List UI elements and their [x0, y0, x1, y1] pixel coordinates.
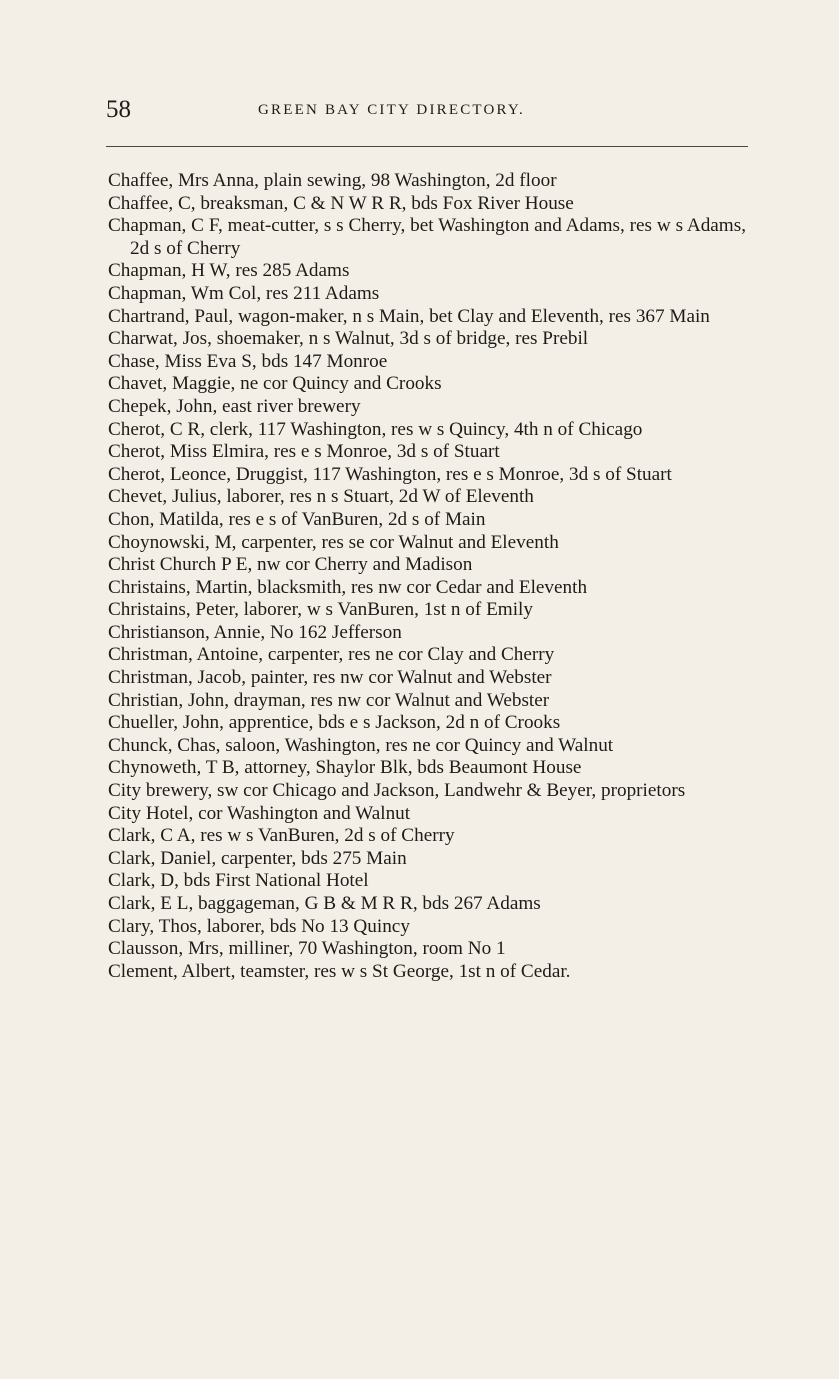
directory-entry: Christian, John, drayman, res nw cor Walnut and Webster	[108, 689, 550, 711]
directory-entry: City brewery, sw cor Chicago and Jackson, Landwehr & Beyer, proprietors	[108, 780, 686, 802]
directory-entry: Chapman, H W, res 285 Adams	[108, 260, 350, 282]
directory-entry: Christains, Peter, laborer, w s VanBuren, 1st n of Emily	[108, 599, 533, 621]
directory-entry: Chepek, John, east river brewery	[108, 395, 361, 417]
directory-entry: Chevet, Julius, laborer, res n s Stuart, 2d W of Eleventh	[108, 486, 534, 508]
directory-entry: Chaffee, Mrs Anna, plain sewing, 98 Washington, 2d floor	[108, 170, 557, 191]
directory-entry: Chunck, Chas, saloon, Washington, res ne cor Quincy and Walnut	[108, 734, 614, 756]
directory-entry: Christains, Martin, blacksmith, res nw cor Cedar and Eleventh	[108, 576, 588, 598]
directory-entry: Clausson, Mrs, milliner, 70 Washington, room No 1	[108, 938, 506, 960]
directory-entry: Christ Church P E, nw cor Cherry and Madison	[108, 554, 473, 576]
directory-entry: Chase, Miss Eva S, bds 147 Monroe	[108, 350, 388, 372]
running-title: GREEN BAY CITY DIRECTORY.	[258, 102, 525, 118]
directory-entry: Christman, Jacob, painter, res nw cor Walnut and Webster	[108, 667, 552, 689]
directory-entry: Charwat, Jos, shoemaker, n s Walnut, 3d s of bridge, res Prebil	[108, 328, 589, 350]
directory-entry: Chavet, Maggie, ne cor Quincy and Crooks	[108, 373, 442, 395]
directory-entry: Chaffee, C, breaksman, C & N W R R, bds Fox River House	[108, 192, 574, 214]
directory-entry: Chueller, John, apprentice, bds e s Jackson, 2d n of Crooks	[108, 712, 561, 734]
directory-entries	[108, 170, 746, 983]
directory-entry: City Hotel, cor Washington and Walnut	[108, 802, 411, 824]
directory-entry: Chapman, Wm Col, res 211 Adams	[108, 282, 380, 304]
directory-entry: Clark, D, bds First National Hotel	[108, 870, 369, 892]
page-number: 58	[106, 96, 131, 123]
directory-entry: Chynoweth, T B, attorney, Shaylor Blk, bds Beaumont House	[108, 757, 582, 779]
directory-entry: Cherot, Miss Elmira, res e s Monroe, 3d s of Stuart	[108, 441, 500, 463]
directory-entry: Christianson, Annie, No 162 Jefferson	[108, 621, 402, 643]
directory-entry: Chapman, C F, meat-cutter, s s Cherry, bet Washington and Adams, res w s Adams, 2d s of Cherry	[108, 215, 746, 259]
directory-entry: Clement, Albert, teamster, res w s St George, 1st n of Cedar.	[108, 960, 571, 982]
directory-entry: Clark, E L, baggageman, G B & M R R, bds 267 Adams	[108, 893, 541, 914]
directory-entry: Clark, C A, res w s VanBuren, 2d s of Cherry	[108, 825, 455, 847]
header-rule	[106, 146, 748, 147]
directory-entry: Chon, Matilda, res e s of VanBuren, 2d s of Main	[108, 508, 486, 530]
directory-entry: Cherot, C R, clerk, 117 Washington, res w s Quincy, 4th n of Chicago	[108, 418, 643, 440]
directory-entry: Cherot, Leonce, Druggist, 117 Washington, res e s Monroe, 3d s of Stuart	[108, 463, 672, 485]
directory-entry: Clark, Daniel, carpenter, bds 275 Main	[108, 847, 407, 869]
directory-entry: Chartrand, Paul, wagon-maker, n s Main, bet Clay and Eleventh, res 367 Main	[108, 305, 710, 327]
directory-entry: Clary, Thos, laborer, bds No 13 Quincy	[108, 915, 410, 937]
directory-entry: Christman, Antoine, carpenter, res ne cor Clay and Cherry	[108, 644, 555, 666]
directory-entry: Choynowski, M, carpenter, res se cor Walnut and Eleventh	[108, 531, 559, 553]
page-header	[106, 96, 746, 132]
